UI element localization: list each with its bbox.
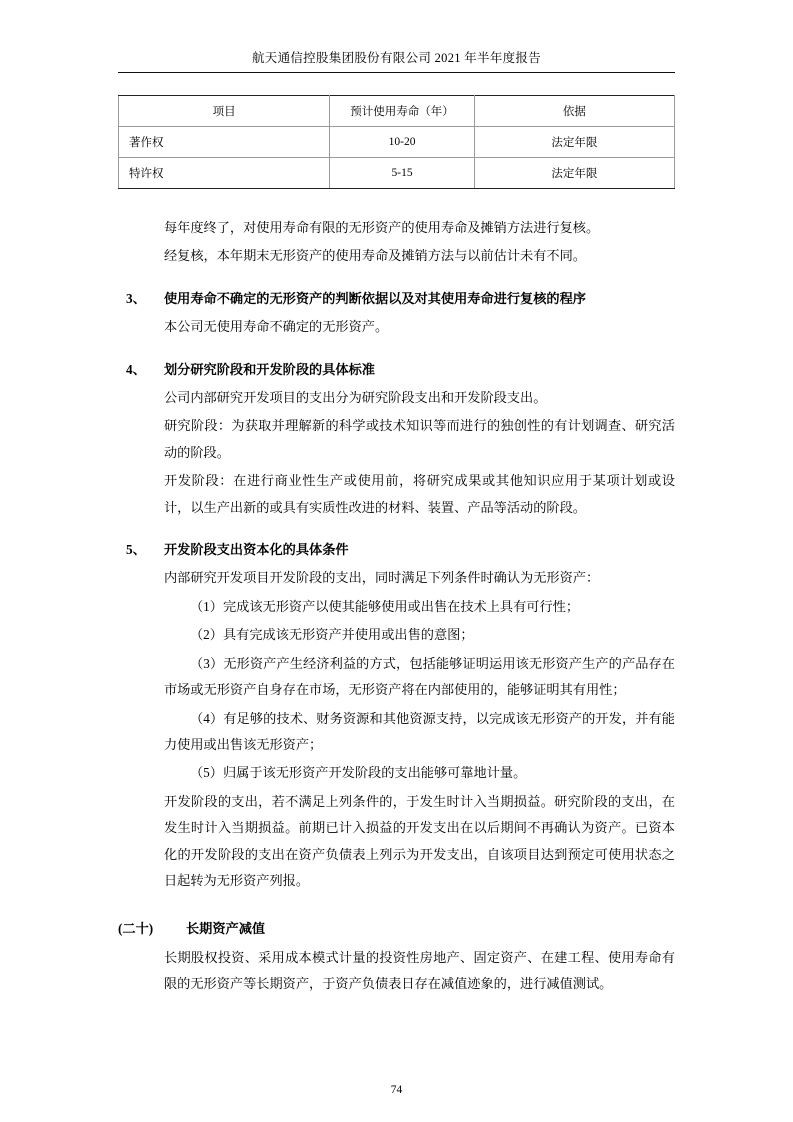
subsection-heading [118, 916, 675, 942]
paragraph: （2）具有完成该无形资产并使用或出售的意图； [190, 627, 474, 643]
cell-basis: 法定年限 [474, 127, 674, 158]
paragraph: （4）有足够的技术、财务资源和其他资源支持，以完成该无形资产的开发，并有能力使用或出售该无形资产； [164, 710, 675, 752]
header-title: 航天通信控股集团股份有限公司 2021 年半年度报告 [251, 51, 542, 65]
section-body-5 [118, 565, 675, 894]
table-col-item: 项目 [119, 96, 330, 127]
page-header [118, 48, 675, 73]
table-row [119, 127, 675, 158]
paragraph: 公司内部研究开发项目的支出分为研究阶段支出和开发阶段支出。 [164, 390, 547, 406]
paragraph: 开发阶段的支出，若不满足上列条件的，于发生时计入当期损益。研究阶段的支出，在发生时计入当期损益。前期已计入损益的开发支出在以后期间不再确认为资产。已资本化的开发阶段的支出在资产负债表上列示为开发支出，自该项目达到预定可使用状态之日起转为无形资产列报。 [164, 793, 675, 888]
section-title-4: 划分研究阶段和开发阶段的具体标准 [164, 361, 375, 377]
cell-item: 特许权 [119, 158, 330, 189]
cell-life: 10-20 [330, 127, 475, 158]
section-number-5: 5、 [126, 542, 146, 558]
paragraph: （1）完成该无形资产以使其能够使用或出售在技术上具有可行性； [190, 598, 580, 614]
cell-basis: 法定年限 [474, 158, 674, 189]
paragraph: （3）无形资产产生经济利益的方式，包括能够证明运用该无形资产生产的产品存在市场或无形资产自身存在市场，无形资产将在内部使用的，能够证明其有用性； [164, 655, 675, 698]
cell-item: 著作权 [119, 127, 330, 158]
subsection-body [118, 945, 675, 998]
table-col-basis: 依据 [474, 96, 674, 127]
cell-life: 5-15 [330, 158, 475, 189]
section-title-3: 使用寿命不确定的无形资产的判断依据以及对其使用寿命进行复核的程序 [164, 290, 586, 306]
page-number: 74 [390, 1084, 403, 1096]
section-heading-5 [118, 537, 675, 563]
paragraph: （5）归属于该无形资产开发阶段的支出能够可靠地计量。 [190, 765, 527, 781]
section-heading-3 [118, 286, 675, 312]
paragraph: 开发阶段：在进行商业性生产或使用前，将研究成果或其他知识应用于某项计划或设计，以生产出新的或具有实质性改进的材料、装置、产品等活动的阶段。 [164, 473, 675, 515]
section-body-3 [118, 314, 675, 340]
section-number-3: 3、 [126, 290, 146, 306]
intro-line-2: 经复核，本年期末无形资产的使用寿命及摊销方法与以前估计未有不同。 [164, 248, 586, 264]
table-row [119, 158, 675, 189]
table-col-life: 预计使用寿命（年） [330, 96, 475, 127]
paragraph: 长期股权投资、采用成本模式计量的投资性房地产、固定资产、在建工程、使用寿命有限的无形资产等长期资产，于资产负债表日存在减值迹象的，进行减值测试。 [164, 949, 675, 992]
section-number-4: 4、 [126, 361, 146, 377]
paragraph: 研究阶段：为获取并理解新的科学或技术知识等而进行的独创性的有计划调查、研究活动的阶段。 [164, 418, 675, 460]
section-title-5: 开发阶段支出资本化的具体条件 [164, 542, 349, 558]
section-body-4 [118, 385, 675, 521]
subsection-title: 长期资产减值 [186, 921, 266, 937]
intro-line-1: 每年度终了，对使用寿命有限的无形资产的使用寿命及摊销方法进行复核。 [164, 220, 600, 235]
page-footer [0, 1084, 793, 1096]
section-heading-4 [118, 357, 675, 383]
paragraph: 内部研究开发项目开发阶段的支出，同时满足下列条件时确认为无形资产： [164, 570, 600, 586]
table-header-row [119, 96, 675, 127]
paragraph: 本公司无使用寿命不确定的无形资产。 [164, 319, 389, 335]
subsection-number: (二十) [118, 921, 154, 937]
intro-block [118, 215, 675, 270]
useful-life-table [118, 95, 675, 189]
